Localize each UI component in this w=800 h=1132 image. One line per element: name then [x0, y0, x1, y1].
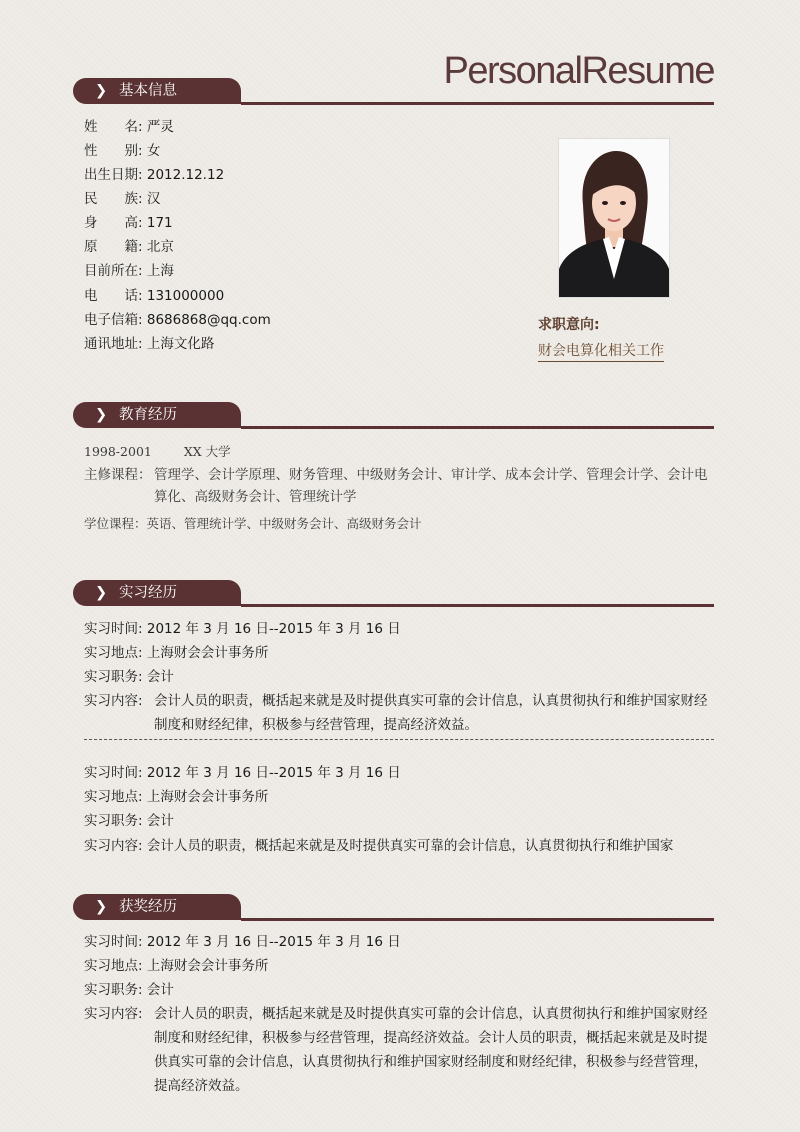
- major-courses-text: 管理学、会计学原理、财务管理、中级财务会计、审计学、成本会计学、管理会计学、会计电算化、高级财务会计、管理统计学: [154, 467, 708, 505]
- info-label: 原 籍: [84, 239, 138, 255]
- chevron-right-icon: ❯: [95, 83, 108, 99]
- internship-role-label: 实习职务:: [84, 669, 143, 685]
- chevron-right-icon: ❯: [95, 585, 108, 601]
- education-major-courses: [84, 464, 714, 508]
- section-header-awards: [73, 894, 714, 922]
- section-title: 实习经历: [119, 585, 177, 601]
- info-value: 严灵: [146, 119, 174, 135]
- info-value: 2012.12.12: [146, 167, 225, 183]
- section-divider: [241, 426, 714, 429]
- section-title: 教育经历: [119, 407, 177, 423]
- chevron-right-icon: ❯: [95, 407, 108, 423]
- info-row-address: 通讯地址: 上海文化路: [84, 336, 215, 352]
- internship-1-role: [84, 669, 174, 685]
- awards-content: [84, 1002, 714, 1098]
- info-label: 身 高: [84, 215, 138, 231]
- info-label: 电 话: [84, 288, 138, 304]
- education-period-row: [84, 444, 231, 460]
- info-label: 民 族: [84, 191, 138, 207]
- internship-role: 会计: [146, 813, 174, 829]
- dashed-divider: [84, 739, 714, 740]
- info-label: 电子信箱: [84, 312, 138, 328]
- info-row-gender: 性 别: 女: [84, 143, 161, 159]
- info-row-phone: 电 话: 131000000: [84, 288, 225, 304]
- info-row-name: 姓 名: 严灵: [84, 119, 174, 135]
- info-value: 上海文化路: [146, 336, 215, 352]
- section-header-education: [73, 402, 714, 430]
- major-courses-label: 主修课程：: [84, 467, 152, 483]
- internship-2-content: [84, 838, 673, 854]
- internship-content-label: 实习内容:: [84, 838, 143, 854]
- awards-place: 上海财会会计事务所: [146, 958, 269, 974]
- info-value: 上海: [146, 263, 174, 279]
- profile-photo: [558, 138, 670, 298]
- resume-brand-title: PersonalResume: [443, 50, 714, 92]
- internship-place-label: 实习地点:: [84, 645, 143, 661]
- info-value: 北京: [146, 239, 174, 255]
- internship-time-label: 实习时间:: [84, 765, 143, 781]
- info-label: 目前所在: [84, 263, 138, 279]
- info-row-current-location: 目前所在: 上海: [84, 263, 174, 279]
- info-row-ethnicity: 民 族: 汉: [84, 191, 161, 207]
- internship-1-place: [84, 645, 268, 661]
- internship-2-role: [84, 813, 174, 829]
- awards-place-label: 实习地点:: [84, 958, 143, 974]
- internship-role-label: 实习职务:: [84, 813, 143, 829]
- awards-role: 会计: [146, 982, 174, 998]
- info-value: 171: [146, 215, 173, 231]
- info-value: 汉: [146, 191, 161, 207]
- internship-2-place: [84, 789, 268, 805]
- awards-time-label: 实习时间:: [84, 934, 143, 950]
- degree-courses-text: 英语、管理统计学、中级财务会计、高级财务会计: [146, 516, 422, 531]
- section-header-basic-info: [73, 78, 714, 106]
- internship-content-label: 实习内容:: [84, 693, 143, 709]
- section-title: 获奖经历: [119, 899, 177, 915]
- internship-content: 会计人员的职责，概括起来就是及时提供真实可靠的会计信息，认真贯彻执行和维护国家财经制度和财经纪律，积极参与经营管理，提高经济效益。: [154, 693, 708, 733]
- section-title: 基本信息: [119, 83, 177, 99]
- awards-content-label: 实习内容:: [84, 1006, 143, 1022]
- info-label: 性 别: [84, 143, 138, 159]
- info-row-email: 电子信箱: 8686868@qq.com: [84, 312, 271, 328]
- awards-time: 2012 年 3 月 16 日--2015 年 3 月 16 日: [146, 934, 401, 950]
- section-divider: [241, 604, 714, 607]
- job-intent-value: 财会电算化相关工作: [538, 340, 664, 362]
- internship-1-time: [84, 621, 401, 637]
- chevron-right-icon: ❯: [95, 899, 108, 915]
- info-value: 8686868@qq.com: [146, 312, 271, 328]
- education-degree-courses: [84, 516, 422, 532]
- internship-2-time: [84, 765, 401, 781]
- info-label: 通讯地址: [84, 336, 138, 352]
- section-tab-basic-info: [73, 78, 241, 104]
- section-tab-awards: [73, 894, 241, 920]
- awards-place: [84, 958, 268, 974]
- education-years: 1998-2001: [84, 444, 152, 459]
- internship-time-label: 实习时间:: [84, 621, 143, 637]
- internship-place: 上海财会会计事务所: [146, 789, 269, 805]
- info-label: 姓 名: [84, 119, 138, 135]
- section-divider: [241, 102, 714, 105]
- awards-role: [84, 982, 174, 998]
- education-school: XX 大学: [183, 444, 231, 459]
- section-tab-internship: [73, 580, 241, 606]
- internship-time: 2012 年 3 月 16 日--2015 年 3 月 16 日: [146, 621, 401, 637]
- awards-time: [84, 934, 401, 950]
- degree-courses-label: 学位课程：: [84, 516, 147, 531]
- info-label: 出生日期: [84, 167, 138, 183]
- section-divider: [241, 918, 714, 921]
- internship-1-content: [84, 689, 714, 737]
- awards-role-label: 实习职务:: [84, 982, 143, 998]
- internship-time: 2012 年 3 月 16 日--2015 年 3 月 16 日: [146, 765, 401, 781]
- info-row-origin: 原 籍: 北京: [84, 239, 174, 255]
- internship-content: 会计人员的职责，概括起来就是及时提供真实可靠的会计信息，认真贯彻执行和维护国家: [146, 838, 674, 854]
- section-header-internship: [73, 580, 714, 608]
- internship-place-label: 实习地点:: [84, 789, 143, 805]
- info-value: 131000000: [146, 288, 225, 304]
- awards-content-text: 会计人员的职责，概括起来就是及时提供真实可靠的会计信息，认真贯彻执行和维护国家财经制度和财经纪律，积极参与经营管理，提高经济效益。会计人员的职责，概括起来就是及时提供真实可靠的会计信息，认真贯彻执行和维护国家财经制度和财经纪律，积极参与经营管理，提高经济效益。: [154, 1006, 708, 1094]
- internship-role: 会计: [146, 669, 174, 685]
- info-row-birthdate: 出生日期: 2012.12.12: [84, 167, 225, 183]
- info-row-height: 身 高: 171: [84, 215, 173, 231]
- info-value: 女: [146, 143, 161, 159]
- internship-place: 上海财会会计事务所: [146, 645, 269, 661]
- section-tab-education: [73, 402, 241, 428]
- job-intent-label: 求职意向:: [538, 317, 600, 333]
